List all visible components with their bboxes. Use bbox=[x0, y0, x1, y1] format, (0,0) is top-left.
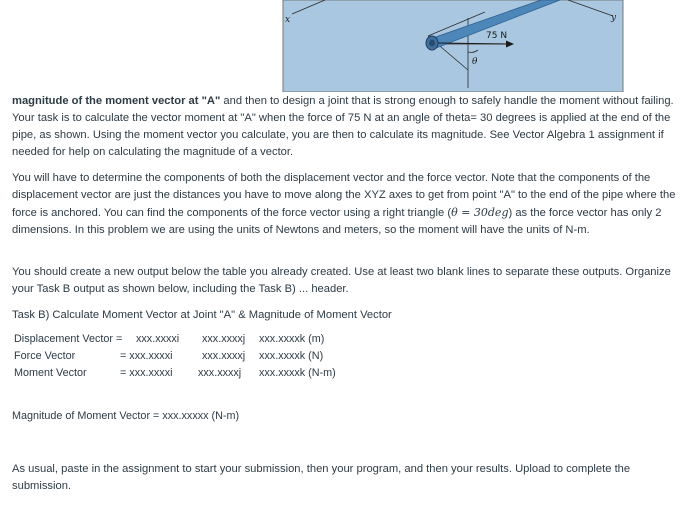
j-component: xxx.xxxxj bbox=[198, 367, 242, 379]
components-text-before: You will have to determine the components of both the displacement vector and the force vector. Note that the components of the displacement vector are just the distances you have to move along the XYZ axes to get from point "A" to the end of the pipe where the force is anchored. You can find the components of the force vector using a right triangle ( bbox=[12, 172, 676, 219]
i-component: = xxx.xxxxi bbox=[120, 350, 173, 362]
intro-paragraph-text: and then to design a joint that is strong enough to safely handle the moment without failing. Your task is to calculate the vector moment at "A" when the force of 75 N at an angle of theta= 30 degrees is applied at the end of the pipe, as shown. Using the moment vector you calculate, you are then to calculate its magnitude. See Vector Algebra 1 assignment if needed for help on calculating the magnitude of a vector. bbox=[12, 95, 674, 158]
i-component: xxx.xxxxi bbox=[136, 333, 180, 345]
diagram-panel bbox=[283, 0, 623, 92]
k-component: xxx.xxxxk (N) bbox=[259, 350, 324, 362]
components-paragraph bbox=[12, 170, 680, 239]
y-axis-label: y bbox=[611, 13, 617, 23]
i-component: = xxx.xxxxi bbox=[120, 367, 173, 379]
j-component: xxx.xxxxj bbox=[202, 333, 246, 345]
submission-paragraph: As usual, paste in the assignment to start your submission, then your program, and then your results. Upload to complete the submission. bbox=[12, 463, 631, 492]
row-label: Moment Vector bbox=[14, 367, 87, 379]
x-axis-label: x bbox=[285, 15, 291, 25]
components-text-after: ) as the force vector has only 2 dimensions. In this problem we are using the units of Newtons and meters, so the moment will have the units of N-m. bbox=[12, 207, 662, 236]
row-label: Displacement Vector = bbox=[14, 333, 123, 345]
pipe-force-diagram bbox=[0, 0, 700, 92]
theta-equation: θ = 30deg bbox=[451, 206, 509, 219]
force-label: 75 N bbox=[486, 31, 508, 41]
row-label: Force Vector bbox=[14, 350, 76, 362]
output-instructions-paragraph: You should create a new output below the table you already created. Use at least two blank lines to separate these outputs. Organize your Task B output as shown below, including the Task B) ... header. bbox=[12, 266, 671, 295]
moment-magnitude-emphasis: magnitude of the moment vector at "A" bbox=[12, 95, 221, 107]
k-component: xxx.xxxxk (N-m) bbox=[259, 367, 336, 379]
k-component: xxx.xxxxk (m) bbox=[259, 333, 325, 345]
j-component: xxx.xxxxj bbox=[202, 350, 246, 362]
angle-label: θ bbox=[472, 57, 478, 67]
pipe-end-inner bbox=[429, 40, 435, 47]
task-b-header: Task B) Calculate Moment Vector at Joint "A" & Magnitude of Moment Vector bbox=[12, 309, 392, 321]
magnitude-output-line: Magnitude of Moment Vector = xxx.xxxxx (N-m) bbox=[12, 410, 240, 422]
intro-paragraph bbox=[12, 93, 680, 161]
